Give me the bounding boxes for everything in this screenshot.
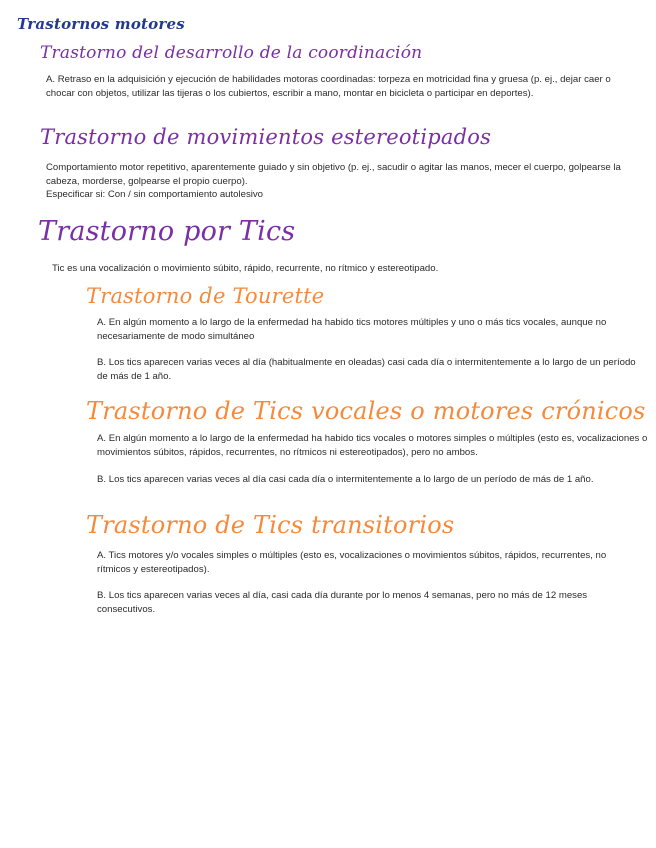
transient-tics-criterion-a: A. Tics motores y/o vocales simples o múltiples (esto es, vocalizaciones o movimientos súbitos, rápidos, recurrentes, no rítmicos y estereotipados). bbox=[97, 550, 607, 575]
stereotyped-movements-description: Comportamiento motor repetitivo, aparentemente guiado y sin objetivo (p. ej., sacudir o agitar las manos, mecer el cuerpo, golpearse la cabeza, morderse, golpearse el propio cuerpo). bbox=[46, 162, 621, 187]
tourette-criterion-b: B. Los tics aparecen varias veces al día (habitualmente en oleadas) casi cada día o intermitentemente a lo largo de un período de más de 1 año. bbox=[97, 357, 636, 382]
heading-chronic-tics: Trastorno de Tics vocales o motores crónicos bbox=[86, 397, 646, 425]
tic-definition: Tic es una vocalización o movimiento súbito, rápido, recurrente, no rítmico y estereotipado. bbox=[52, 263, 439, 274]
chronic-tics-criterion-b: B. Los tics aparecen varias veces al día casi cada día o intermitentemente a lo largo de un período de más de 1 año. bbox=[97, 474, 594, 485]
chronic-tics-criterion-a: A. En algún momento a lo largo de la enfermedad ha habido tics vocales o motores simples o múltiples (esto es, vocalizaciones o movimientos súbitos, rápidos, recurrentes, no rítmicos ni estereotipados), pero no ambos. bbox=[97, 433, 648, 458]
heading-tourette: Trastorno de Tourette bbox=[86, 284, 325, 308]
tourette-criterion-a: A. En algún momento a lo largo de la enfermedad ha habido tics motores múltiples y uno o más tics vocales, aunque no necesariamente de modo simultáneo bbox=[97, 317, 607, 342]
coordination-disorder-criterion-a: A. Retraso en la adquisición y ejecución de habilidades motoras coordinadas: torpeza en motricidad fina y gruesa (p. ej., dejar caer o chocar con objetos, utilizar las tijeras o los cubiertos, escribir a mano, montar en bicicleta o participar en deportes). bbox=[46, 74, 611, 99]
heading-transient-tics: Trastorno de Tics transitorios bbox=[86, 511, 455, 539]
stereotyped-movements-specifier: Especificar si: Con / sin comportamiento autolesivo bbox=[46, 189, 264, 200]
heading-stereotyped-movements: Trastorno de movimientos estereotipados bbox=[40, 125, 492, 149]
page-title: Trastornos motores bbox=[17, 15, 185, 33]
heading-coordination-disorder: Trastorno del desarrollo de la coordinación bbox=[40, 43, 423, 63]
heading-tic-disorder: Trastorno por Tics bbox=[38, 216, 296, 247]
transient-tics-criterion-b: B. Los tics aparecen varias veces al día, casi cada día durante por lo menos 4 semanas, pero no más de 12 meses consecutivos. bbox=[97, 590, 588, 615]
